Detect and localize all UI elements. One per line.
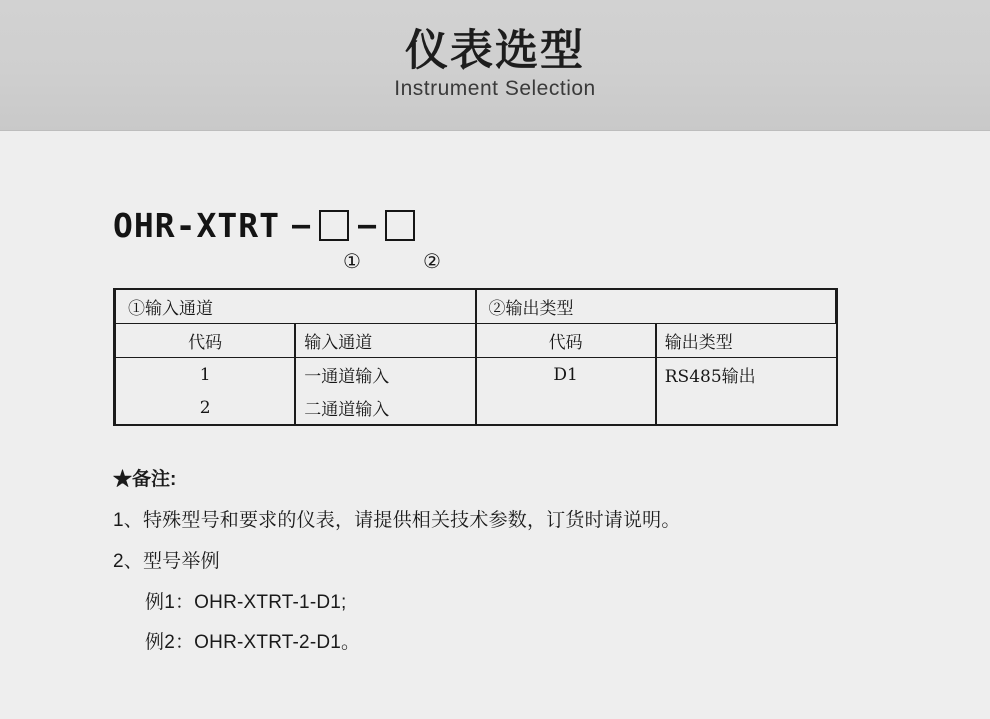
col-header-code-2: 代码 (476, 324, 656, 358)
model-slot-2 (385, 210, 415, 241)
group-2-title: ②输出类型 (476, 290, 837, 324)
notes-heading: ★备注: (113, 469, 177, 490)
page-title: 仪表选型 (405, 26, 585, 77)
model-slot-1 (319, 210, 349, 241)
table-group-title-row (115, 290, 836, 324)
cell-code-1: 1 (115, 358, 295, 392)
table-row (115, 391, 836, 425)
selection-table (114, 289, 837, 425)
col-header-desc-1: 输入通道 (295, 324, 475, 358)
note-line-1: 1、特殊型号和要求的仪表，请提供相关技术参数，订货时请说明。 (113, 510, 681, 531)
note-example-2: 例2：OHR-XTRT-2-D1。 (145, 632, 361, 653)
cell-code-2: D1 (476, 358, 656, 392)
cell-desc-1: 二通道输入 (295, 391, 475, 425)
col-header-code-1: 代码 (115, 324, 295, 358)
group-1-title: ①输入通道 (115, 290, 476, 324)
model-dash-2: — (358, 208, 377, 243)
note-line-2: 2、型号举例 (113, 551, 220, 572)
table-row (115, 358, 836, 392)
page-subtitle: Instrument Selection (394, 76, 596, 100)
model-slot-markers (113, 249, 513, 279)
selection-table-frame (113, 288, 838, 426)
cell-desc-2: RS485输出 (656, 358, 836, 392)
marker-one: ① (343, 249, 361, 273)
model-base-code: OHR-XTRT (113, 206, 280, 245)
notes-section (113, 464, 913, 667)
table-header-row (115, 324, 836, 358)
cell-desc-1: 一通道输入 (295, 358, 475, 392)
cell-desc-2 (656, 391, 836, 425)
cell-code-2 (476, 391, 656, 425)
page-header (0, 0, 990, 131)
model-code-row (113, 206, 415, 245)
note-example-1: 例1：OHR-XTRT-1-D1; (145, 592, 347, 613)
col-header-desc-2: 输出类型 (656, 324, 836, 358)
model-dash-1: — (291, 208, 311, 243)
marker-two: ② (423, 249, 441, 273)
cell-code-1: 2 (115, 391, 295, 425)
